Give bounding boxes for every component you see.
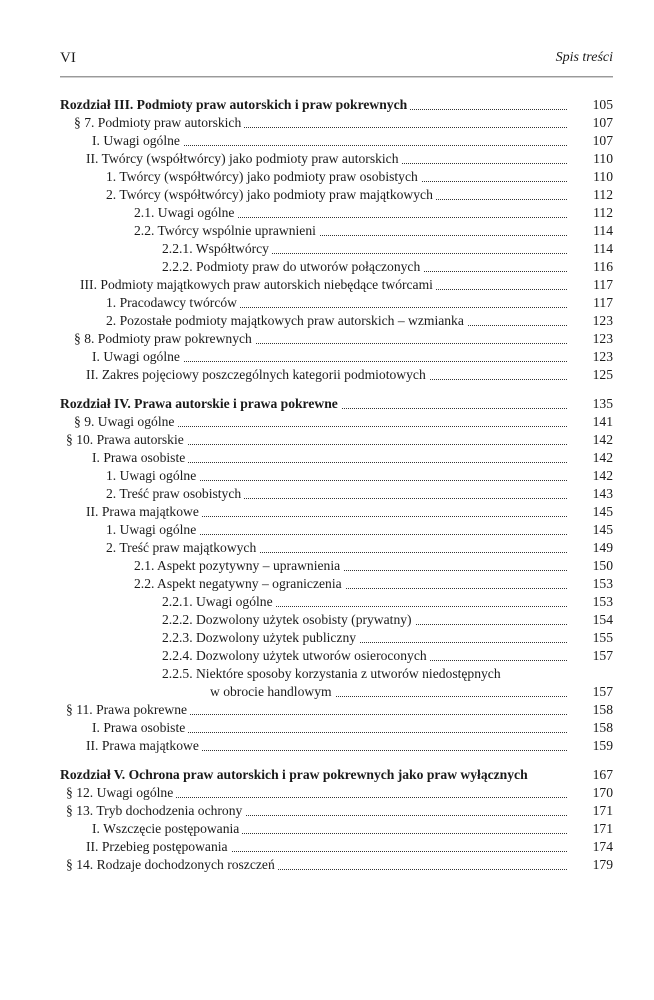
toc-entry-title: § 11. Prawa pokrewne <box>66 702 190 717</box>
toc-entry-page-number: 171 <box>592 821 613 836</box>
toc-entry-title: 1. Uwagi ogólne <box>106 468 199 483</box>
toc-entry-page-number: 157 <box>592 684 613 699</box>
toc-entry-title: 2. Treść praw majątkowych <box>106 540 259 555</box>
toc-entry[interactable] <box>60 114 613 132</box>
toc-chapter-entry[interactable] <box>60 96 613 114</box>
toc-entry-page-number: 153 <box>592 576 613 591</box>
header-rule <box>60 76 613 78</box>
toc-entry-page-number: 157 <box>592 648 613 663</box>
toc-entry-title: 2. Pozostałe podmioty majątkowych praw autorskich – wzmianka <box>106 313 467 328</box>
toc-entry-label-wrap <box>134 575 567 593</box>
toc-entry-title: 2. Twórcy (współtwórcy) jako podmioty praw majątkowych <box>106 187 436 202</box>
toc-entry-title: 2. Treść praw osobistych <box>106 486 244 501</box>
toc-entry-page-number: 142 <box>592 468 613 483</box>
toc-entry-page-number: 154 <box>592 612 613 627</box>
toc-entry-page-number: 123 <box>592 331 613 346</box>
toc-entry-title: II. Prawa majątkowe <box>86 504 202 519</box>
toc-entry-title: w obrocie handlowym <box>210 684 335 699</box>
toc-entry-label-wrap <box>106 485 567 503</box>
toc-entry-page-number: 179 <box>592 857 613 872</box>
toc-entry-page-number: 125 <box>592 367 613 382</box>
toc-entry-page-number: 117 <box>593 277 613 292</box>
toc-entry-label-wrap <box>66 802 567 820</box>
toc-entry-title: § 14. Rodzaje dochodzonych roszczeń <box>66 857 278 872</box>
toc-entry-title: II. Zakres pojęciowy poszczególnych kategorii podmiotowych <box>86 367 429 382</box>
toc-entry[interactable] <box>60 647 613 665</box>
toc-entry-page-number: 112 <box>593 205 613 220</box>
toc-entry[interactable] <box>60 132 613 150</box>
toc-entry[interactable] <box>60 330 613 348</box>
toc-entry-page-number: 117 <box>593 295 613 310</box>
toc-entry-page-number: 123 <box>592 349 613 364</box>
toc-entry-label-wrap <box>86 150 567 168</box>
toc-entry-title: 2.2.1. Uwagi ogólne <box>162 594 276 609</box>
toc-entry-label-wrap <box>86 838 567 856</box>
toc-entry-page-number: 141 <box>592 414 613 429</box>
toc-entry-title: § 7. Podmioty praw autorskich <box>74 115 244 130</box>
toc-entry-label-wrap <box>92 132 567 150</box>
toc-entry-page-number: 107 <box>592 115 613 130</box>
toc-entry-label-wrap <box>60 766 567 784</box>
toc-entry-page-number: 159 <box>592 738 613 753</box>
toc-entry-label-wrap <box>74 114 567 132</box>
toc-entry-title: I. Uwagi ogólne <box>92 133 183 148</box>
toc-entry-title: § 9. Uwagi ogólne <box>74 414 177 429</box>
toc-entry-page-number: 135 <box>592 396 613 411</box>
toc-entry[interactable] <box>60 521 613 539</box>
toc-entry-title: II. Prawa majątkowe <box>86 738 202 753</box>
toc-entry-title: § 10. Prawa autorskie <box>66 432 187 447</box>
toc-entry-label-wrap <box>66 784 567 802</box>
toc-chapter-section <box>60 96 613 384</box>
toc-entry-page-number: 123 <box>592 313 613 328</box>
toc-entry-page-number: 153 <box>592 594 613 609</box>
toc-entry-page-number: 143 <box>592 486 613 501</box>
toc-entry-title: 2.2.5. Niektóre sposoby korzystania z utworów niedostępnych <box>162 666 504 681</box>
toc-chapter-section <box>60 766 613 874</box>
toc-entry[interactable] <box>60 611 613 629</box>
toc-entry-label-wrap <box>162 647 567 665</box>
toc-entry-label-wrap <box>162 240 567 258</box>
toc-entry[interactable] <box>60 593 613 611</box>
toc-entry-title: § 12. Uwagi ogólne <box>66 785 176 800</box>
toc-chapter-entry[interactable] <box>60 395 613 413</box>
toc-entry-title: 2.1. Uwagi ogólne <box>134 205 237 220</box>
toc-entry-label-wrap <box>162 258 567 276</box>
toc-entry[interactable] <box>60 413 613 431</box>
toc-entry-page-number: 105 <box>592 97 613 112</box>
page-header <box>60 50 613 72</box>
toc-entry[interactable] <box>60 258 613 276</box>
toc-entry-page-number: 170 <box>592 785 613 800</box>
toc-entry-label-wrap <box>74 413 567 431</box>
page-number: VI <box>60 50 76 66</box>
toc-entry-page-number: 145 <box>592 522 613 537</box>
toc-entry-page-number: 174 <box>592 839 613 854</box>
toc-entry-title: 2.2.4. Dozwolony użytek utworów osieroconych <box>162 648 430 663</box>
toc-entry-title: II. Przebieg postępowania <box>86 839 231 854</box>
toc-entry-page-number: 110 <box>593 151 613 166</box>
toc-entry[interactable] <box>60 150 613 168</box>
toc-entry-label-wrap <box>106 539 567 557</box>
toc-entry-page-number: 107 <box>592 133 613 148</box>
toc-entry[interactable] <box>60 312 613 330</box>
toc-entry[interactable] <box>60 348 613 366</box>
toc-entry-label-wrap <box>162 593 567 611</box>
toc-entry-title: 1. Pracodawcy twórców <box>106 295 240 310</box>
toc-entry[interactable] <box>60 856 613 874</box>
toc-entry[interactable] <box>60 838 613 856</box>
toc-chapter-section <box>60 395 613 755</box>
toc-entry-label-wrap <box>60 395 567 413</box>
toc-entry-label-wrap <box>106 521 567 539</box>
toc-entry-title: I. Uwagi ogólne <box>92 349 183 364</box>
toc-entry[interactable] <box>60 222 613 240</box>
toc-entry-title: Rozdział IV. Prawa autorskie i prawa pokrewne <box>60 396 341 411</box>
toc-entry[interactable] <box>60 784 613 802</box>
toc-entry-label-wrap <box>60 96 567 114</box>
toc-entry-page-number: 158 <box>592 702 613 717</box>
toc-entry[interactable] <box>60 485 613 503</box>
toc-entry-title: Rozdział III. Podmioty praw autorskich i praw pokrewnych <box>60 97 410 112</box>
table-of-contents <box>60 96 613 885</box>
toc-entry-title: § 8. Podmioty praw pokrewnych <box>74 331 255 346</box>
toc-entry-title: I. Prawa osobiste <box>92 720 188 735</box>
toc-entry[interactable] <box>60 186 613 204</box>
toc-entry[interactable] <box>60 683 613 701</box>
toc-entry[interactable] <box>60 240 613 258</box>
running-title: Spis treści <box>555 50 613 65</box>
toc-entry[interactable] <box>60 449 613 467</box>
toc-entry-page-number: 167 <box>592 767 613 782</box>
toc-entry-title: I. Wszczęcie postępowania <box>92 821 242 836</box>
toc-entry[interactable] <box>60 719 613 737</box>
toc-entry-page-number: 145 <box>592 504 613 519</box>
toc-entry[interactable] <box>60 557 613 575</box>
toc-entry-label-wrap <box>134 222 567 240</box>
toc-entry[interactable] <box>60 168 613 186</box>
toc-entry-title: 2.2. Twórcy wspólnie uprawnieni <box>134 223 319 238</box>
toc-entry-page-number: 150 <box>592 558 613 573</box>
toc-entry-title: § 13. Tryb dochodzenia ochrony <box>66 803 245 818</box>
toc-entry-title: II. Twórcy (współtwórcy) jako podmioty praw autorskich <box>86 151 402 166</box>
toc-entry-title: 2.1. Aspekt pozytywny – uprawnienia <box>134 558 343 573</box>
toc-entry-title: 2.2.2. Dozwolony użytek osobisty (prywatny) <box>162 612 415 627</box>
toc-entry-title: I. Prawa osobiste <box>92 450 188 465</box>
toc-entry-label-wrap <box>210 683 567 701</box>
toc-entry[interactable] <box>60 820 613 838</box>
toc-entry-title: 1. Uwagi ogólne <box>106 522 199 537</box>
toc-entry[interactable] <box>60 467 613 485</box>
toc-entry-label-wrap <box>66 701 567 719</box>
toc-entry-title: 1. Twórcy (współtwórcy) jako podmioty praw osobistych <box>106 169 421 184</box>
toc-entry-page-number: 142 <box>592 450 613 465</box>
toc-entry[interactable] <box>60 276 613 294</box>
toc-entry-label-wrap <box>92 820 567 838</box>
toc-entry[interactable] <box>60 294 613 312</box>
toc-entry-label-wrap <box>106 467 567 485</box>
toc-entry-label-wrap <box>66 431 567 449</box>
toc-entry-page-number: 158 <box>592 720 613 735</box>
toc-entry-title: 2.2. Aspekt negatywny – ograniczenia <box>134 576 345 591</box>
toc-entry-page-number: 155 <box>592 630 613 645</box>
toc-entry-page-number: 171 <box>592 803 613 818</box>
toc-entry-page-number: 110 <box>593 169 613 184</box>
toc-entry-label-wrap <box>66 856 567 874</box>
toc-entry-label-wrap <box>162 665 567 683</box>
toc-entry-label-wrap <box>86 366 567 384</box>
toc-entry-title: 2.2.3. Dozwolony użytek publiczny <box>162 630 359 645</box>
toc-entry[interactable] <box>60 575 613 593</box>
toc-entry[interactable] <box>60 431 613 449</box>
toc-entry-label-wrap <box>92 449 567 467</box>
toc-entry-title: Rozdział V. Ochrona praw autorskich i praw pokrewnych jako praw wyłącznych <box>60 767 531 782</box>
toc-entry[interactable] <box>60 701 613 719</box>
toc-entry-label-wrap <box>74 330 567 348</box>
toc-entry-label-wrap <box>86 503 567 521</box>
toc-entry-page-number: 116 <box>593 259 613 274</box>
toc-entry-title: III. Podmioty majątkowych praw autorskich niebędące twórcami <box>80 277 436 292</box>
toc-entry-page-number: 114 <box>593 223 613 238</box>
toc-entry-label-wrap <box>106 186 567 204</box>
toc-entry[interactable] <box>60 802 613 820</box>
toc-entry-title: 2.2.2. Podmioty praw do utworów połączonych <box>162 259 423 274</box>
toc-entry-label-wrap <box>106 294 567 312</box>
toc-chapter-entry[interactable] <box>60 766 613 784</box>
toc-entry-title: 2.2.1. Współtwórcy <box>162 241 272 256</box>
toc-entry-page-number: 112 <box>593 187 613 202</box>
toc-entry[interactable] <box>60 204 613 222</box>
toc-entry-label-wrap <box>106 312 567 330</box>
toc-entry-label-wrap <box>134 204 567 222</box>
toc-entry[interactable] <box>60 366 613 384</box>
toc-entry-label-wrap <box>162 611 567 629</box>
toc-entry-label-wrap <box>92 719 567 737</box>
toc-entry-label-wrap <box>162 629 567 647</box>
toc-entry-page-number: 114 <box>593 241 613 256</box>
toc-entry-label-wrap <box>92 348 567 366</box>
toc-entry-label-wrap <box>106 168 567 186</box>
toc-entry[interactable] <box>60 539 613 557</box>
toc-entry-page-number: 149 <box>592 540 613 555</box>
toc-entry-label-wrap <box>80 276 567 294</box>
toc-entry[interactable] <box>60 737 613 755</box>
toc-entry-label-wrap <box>86 737 567 755</box>
toc-entry-label-wrap <box>134 557 567 575</box>
toc-entry-page-number: 142 <box>592 432 613 447</box>
toc-entry[interactable] <box>60 503 613 521</box>
toc-entry[interactable] <box>60 665 613 683</box>
toc-entry[interactable] <box>60 629 613 647</box>
